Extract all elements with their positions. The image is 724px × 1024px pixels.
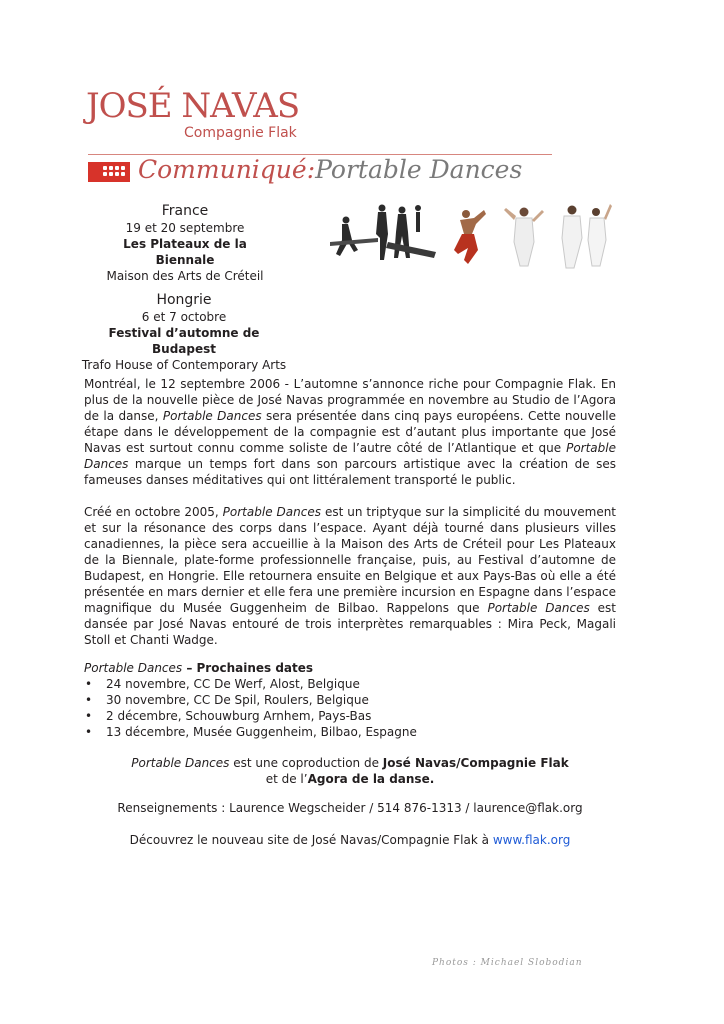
list-item: • 2 décembre, Schouwburg Arnhem, Pays-Bas <box>84 708 417 724</box>
event-place: Trafo House of Contemporary Arts <box>81 358 287 372</box>
paragraph-intro <box>84 376 616 488</box>
show-name: Portable Dances <box>162 409 262 423</box>
list-item: • 13 décembre, Musée Guggenheim, Bilbao, Espagne <box>84 724 417 740</box>
event-dates: 6 et 7 octobre <box>141 310 227 324</box>
paragraph-text: sera présentée dans cinq pays européens. Cette nouvelle étape dans le développement de la compagnie est d’autant plus importante que José Navas est surtout connu comme soliste de l’autre côté de l’Atlantique et que <box>84 409 617 455</box>
communique-label: Communiqué: <box>138 155 316 184</box>
coproduction-text: et de l’ <box>265 772 308 786</box>
company-logo <box>86 86 300 141</box>
list-item: • 24 novembre, CC De Werf, Alost, Belgique <box>84 676 417 692</box>
upcoming-heading-text: – Prochaines dates <box>182 661 314 675</box>
event-place: Maison des Arts de Créteil <box>106 269 264 283</box>
event-country: France <box>161 203 209 219</box>
show-name: Portable Dances <box>222 505 321 519</box>
photo-credit: Photos : Michael Slobodian <box>432 958 583 968</box>
event-country: Hongrie <box>156 292 212 308</box>
company-name: José Navas/Compagnie Flak <box>382 756 569 770</box>
show-name: Portable Dances <box>487 601 590 615</box>
partner-name: Agora de la danse. <box>307 772 435 786</box>
paragraph-text: est un triptyque sur la simplicité du mouvement et sur la résonance des corps dans l’espace. Ayant déjà tourné dans plusieurs villes canadiennes, la pièce sera accueillie à la Maison des Arts de Créteil pour Les Plateaux de la Biennale, plate-forme professionnelle française, puis, au Festival d’automne de Budapest, en Hongrie. Elle retournera ensuite en Belgique et aux Pays-Bas où elle a été présentée en mars dernier et elle fera une première incursion en Espagne dans l’espace magnifique du Musée Guggenheim de Bilbao. Rappelons que <box>84 505 617 615</box>
event-france <box>100 203 270 284</box>
list-item: • 30 novembre, CC De Spil, Roulers, Belgique <box>84 692 417 708</box>
paragraph-text: Créé en octobre 2005, <box>84 505 223 519</box>
logo-subtitle: Compagnie Flak <box>184 125 297 141</box>
photo-red-dancer <box>454 210 486 264</box>
website-link[interactable]: www.flak.org <box>492 833 571 847</box>
paragraph-text: est dansée par José Navas entouré de trois interprètes remarquables : Mira Peck, Magali Stoll et Chanti Wadge. <box>84 601 616 647</box>
coproduction-line-2 <box>84 771 616 787</box>
event-dates: 19 et 20 septembre <box>125 221 245 235</box>
website-line <box>84 832 616 848</box>
paragraph-text: marque un temps fort dans son parcours artistique avec la création de ses fameuses danses méditatives qui ont littéralement transporté le public. <box>84 457 616 487</box>
coproduction-text: est une coproduction de <box>229 756 383 770</box>
show-name: Portable Dances <box>84 661 183 675</box>
event-hongrie <box>76 292 292 373</box>
paragraph-description <box>84 504 616 648</box>
contact-info: Renseignements : Laurence Wegscheider / 514 876-1313 / laurence@flak.org <box>117 801 583 815</box>
show-name: Portable Dances <box>131 756 230 770</box>
photo-group-dancers <box>330 205 436 261</box>
logo-name: JOSÉ NAVAS <box>86 86 300 126</box>
show-name: Portable Dances <box>84 441 616 471</box>
event-venue: Les Plateaux de la Biennale <box>123 237 247 267</box>
website-text: Découvrez le nouveau site de José Navas/Compagnie Flak à <box>129 833 493 847</box>
dancer-photos <box>318 198 612 272</box>
upcoming-dates-list <box>84 676 417 740</box>
photo-white-dancers <box>504 204 612 268</box>
coproduction-line <box>84 755 616 771</box>
show-title: Portable Dances <box>315 155 523 184</box>
event-venue: Festival d’automne de Budapest <box>108 326 260 356</box>
dots-icon <box>88 162 130 182</box>
communique-title <box>138 155 522 184</box>
upcoming-dates-title <box>84 660 313 676</box>
paragraph-text: Montréal, le 12 septembre 2006 - L’automne s’annonce riche pour Compagnie Flak. En plus de la nouvelle pièce de José Navas programmée en novembre au Studio de l’Agora de la danse, <box>84 377 616 423</box>
